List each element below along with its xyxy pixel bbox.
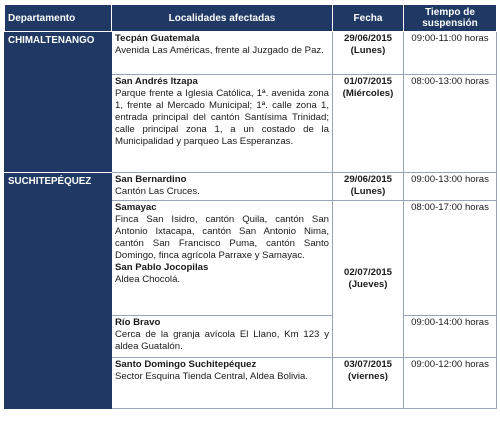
locality-cell <box>112 173 333 201</box>
date-cell <box>333 32 404 75</box>
date-cell <box>333 173 404 201</box>
locality-name: Samayac <box>115 202 157 213</box>
time-cell: 08:00-13:00 horas <box>404 75 497 173</box>
locality-cell <box>112 201 333 316</box>
locality-name: Tecpán Guatemala <box>115 33 200 44</box>
header-localidades: Localidades afectadas <box>112 5 333 32</box>
locality-cell <box>112 75 333 173</box>
locality-address: Cerca de la granja avícola El Llano, Km 123 y aldea Guatalón. <box>115 329 329 352</box>
weekday-value: (Jueves) <box>348 279 388 290</box>
locality-cell <box>112 316 333 358</box>
date-cell <box>333 201 404 358</box>
header-departamento: Departamento <box>5 5 112 32</box>
locality-cell <box>112 32 333 75</box>
date-value: 02/07/2015 <box>343 267 392 278</box>
header-row <box>5 5 497 32</box>
header-fecha: Fecha <box>333 5 404 32</box>
locality-name: San Bernardino <box>115 174 187 185</box>
date-value: 01/07/2015 <box>343 76 392 87</box>
date-value: 29/06/2015 <box>343 33 392 44</box>
locality-address: Sector Esquina Tienda Central, Aldea Bolivia. <box>115 371 309 382</box>
locality-address: Finca San Isidro, cantón Quila, cantón San Antonio Ixtacapa, cantón San Antonio Nima, cantón San Francisco Puma, cantón Santo Domingo, finca agrícola Parraxe y Samayac. <box>115 214 329 261</box>
table-row <box>5 32 497 75</box>
weekday-value: (Lunes) <box>350 186 386 197</box>
locality-address: Cantón Las Cruces. <box>115 186 200 197</box>
locality-cell <box>112 358 333 409</box>
time-cell: 09:00-12:00 horas <box>404 358 497 409</box>
weekday-value: (viernes) <box>348 371 388 382</box>
date-cell <box>333 358 404 409</box>
outage-table <box>4 4 497 409</box>
locality-name: San Pablo Jocopilas <box>115 262 209 273</box>
time-cell: 09:00-14:00 horas <box>404 316 497 358</box>
locality-name: San Andrés Itzapa <box>115 76 198 87</box>
date-value: 03/07/2015 <box>343 359 392 370</box>
department-cell: CHIMALTENANGO <box>5 32 112 173</box>
locality-address: Parque frente a Iglesia Católica, 1ª. avenida zona 1, frente al Mercado Municipal; 1ª. calle zona 1, entrada principal del cantón Santísima Trinidad; calle principal zona 1, a un costado de la Municipalidad y parqueo Las Esperanzas. <box>115 88 329 147</box>
locality-name: Río Bravo <box>115 317 161 328</box>
locality-address: Aldea Chocolá. <box>115 274 181 285</box>
locality-address: Avenida Las Américas, frente al Juzgado de Paz. <box>115 45 324 56</box>
date-value: 29/06/2015 <box>343 174 392 185</box>
time-cell: 09:00-13:00 horas <box>404 173 497 201</box>
table-row <box>5 173 497 201</box>
department-cell: SUCHITEPÉQUEZ <box>5 173 112 409</box>
time-cell: 09:00-11:00 horas <box>404 32 497 75</box>
locality-name: Santo Domingo Suchitepéquez <box>115 359 257 370</box>
header-tiempo: Tiempo de suspensión <box>404 5 497 32</box>
date-cell <box>333 75 404 173</box>
weekday-value: (Lunes) <box>350 45 386 56</box>
time-cell: 08:00-17:00 horas <box>404 201 497 316</box>
weekday-value: (Miércoles) <box>342 88 394 99</box>
